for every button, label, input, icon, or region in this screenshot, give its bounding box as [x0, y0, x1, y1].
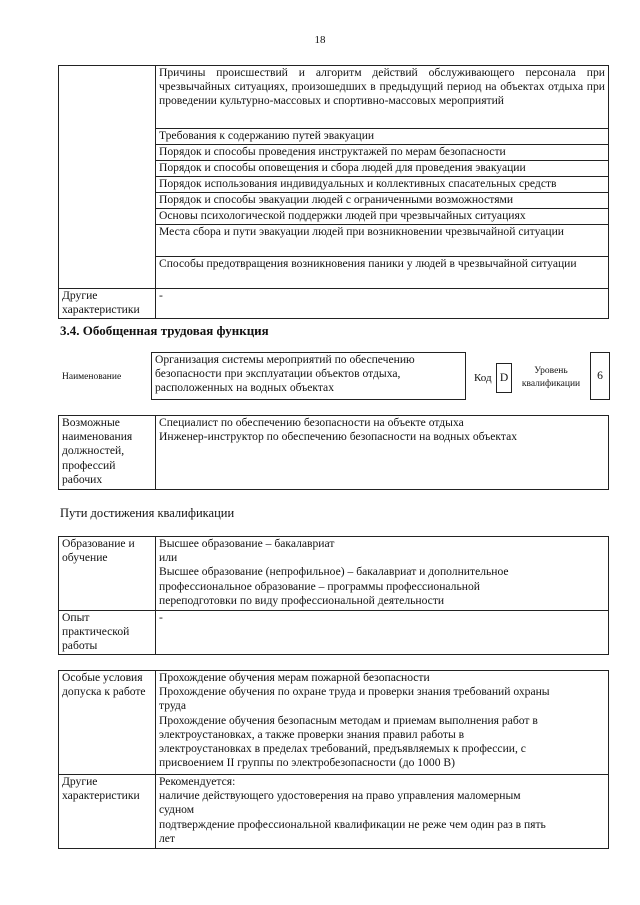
positions-values — [156, 416, 609, 490]
code-value: D — [499, 371, 509, 384]
knowledge-table — [58, 65, 609, 319]
function-name-value: Организация системы мероприятий по обеспечению безопасности при эксплуатации объектов отдыха, расположенных на водных объектах — [155, 353, 415, 395]
education-label: Образование и обучение — [59, 537, 156, 611]
special-line: труда — [159, 699, 186, 713]
other-line: наличие действующего удостоверения на право управления маломерным — [159, 789, 521, 803]
code-label: Код — [474, 372, 492, 384]
name-label: Наименование — [62, 372, 122, 382]
knowledge-label-cell — [59, 66, 156, 289]
other-line: лет — [159, 831, 175, 845]
other-line: Рекомендуется: — [159, 775, 236, 788]
page-number: 18 — [314, 34, 326, 46]
education-line: или — [159, 551, 178, 565]
knowledge-item: Порядок использования индивидуальных и коллективных спасательных средств — [156, 177, 609, 193]
code-box — [496, 363, 512, 393]
special-line: электроустановках, а также проверки знания правил работы в — [159, 727, 465, 741]
education-line: Высшее образование – бакалавриат — [159, 537, 335, 550]
other-characteristics-label: Другие характеристики — [59, 289, 156, 319]
level-value: 6 — [597, 369, 603, 382]
other-characteristics-label-2: Другие характеристики — [59, 775, 156, 849]
positions-table — [58, 415, 609, 490]
other-line: подтверждение профессиональной квалификации не реже чем один раз в пять — [159, 817, 546, 831]
knowledge-item: Способы предотвращения возникновения паники у людей в чрезвычайной ситуации — [156, 257, 609, 289]
education-line: профессиональное образование – программы профессиональной — [159, 579, 480, 593]
conditions-table — [58, 670, 609, 849]
knowledge-item: Порядок и способы проведения инструктажей по мерам безопасности — [156, 145, 609, 161]
education-values — [156, 537, 609, 611]
position-item: Специалист по обеспечению безопасности на объекте отдыха — [159, 416, 464, 429]
knowledge-item: Причины происшествий и алгоритм действий обслуживающего персонала при чрезвычайных ситуациях, произошедших в предыдущий период на объектах отдыха при проведении культурно-массовых и спортивно-массовых мероприятий — [156, 66, 609, 129]
other-line: судном — [159, 803, 195, 817]
special-line: Прохождение обучения безопасным методам и приемам выполнения работ в — [159, 713, 538, 727]
function-name-box — [151, 352, 466, 400]
special-line: Прохождение обучения мерам пожарной безопасности — [159, 671, 430, 684]
section-title: 3.4. Обобщенная трудовая функция — [60, 323, 269, 338]
position-item: Инженер-инструктор по обеспечению безопасности на водных объектах — [159, 430, 518, 444]
special-line: электроустановках в пределах требований, предъявляемых к профессии, с — [159, 742, 526, 756]
experience-label: Опыт практической работы — [59, 611, 156, 655]
other-characteristics-value: - — [156, 289, 609, 319]
paths-heading: Пути достижения квалификации — [60, 506, 235, 520]
education-line: Высшее образование (непрофильное) – бакалавриат и дополнительное — [159, 565, 509, 579]
knowledge-item: Места сбора и пути эвакуации людей при возникновении чрезвычайной ситуации — [156, 225, 609, 257]
knowledge-item: Основы психологической поддержки людей при чрезвычайных ситуациях — [156, 209, 609, 225]
knowledge-item: Требования к содержанию путей эвакуации — [156, 129, 609, 145]
special-line: присвоением II группы по электробезопасности (до 1000 В) — [159, 756, 455, 770]
education-line: переподготовки по виду профессиональной деятельности — [159, 593, 445, 607]
other-characteristics-values-2 — [156, 775, 609, 849]
special-line: Прохождение обучения по охране труда и проверки знания требований охраны — [159, 685, 550, 699]
level-box — [590, 352, 610, 400]
qualification-level-label: Уровень квалификации — [521, 366, 581, 389]
positions-label: Возможные наименования должностей, профессий рабочих — [59, 416, 156, 490]
education-table — [58, 536, 609, 655]
special-conditions-values — [156, 671, 609, 775]
knowledge-item: Порядок и способы оповещения и сбора людей для проведения эвакуации — [156, 161, 609, 177]
knowledge-item: Порядок и способы эвакуации людей с ограниченными возможностями — [156, 193, 609, 209]
experience-value: - — [156, 611, 609, 655]
special-conditions-label: Особые условия допуска к работе — [59, 671, 156, 775]
